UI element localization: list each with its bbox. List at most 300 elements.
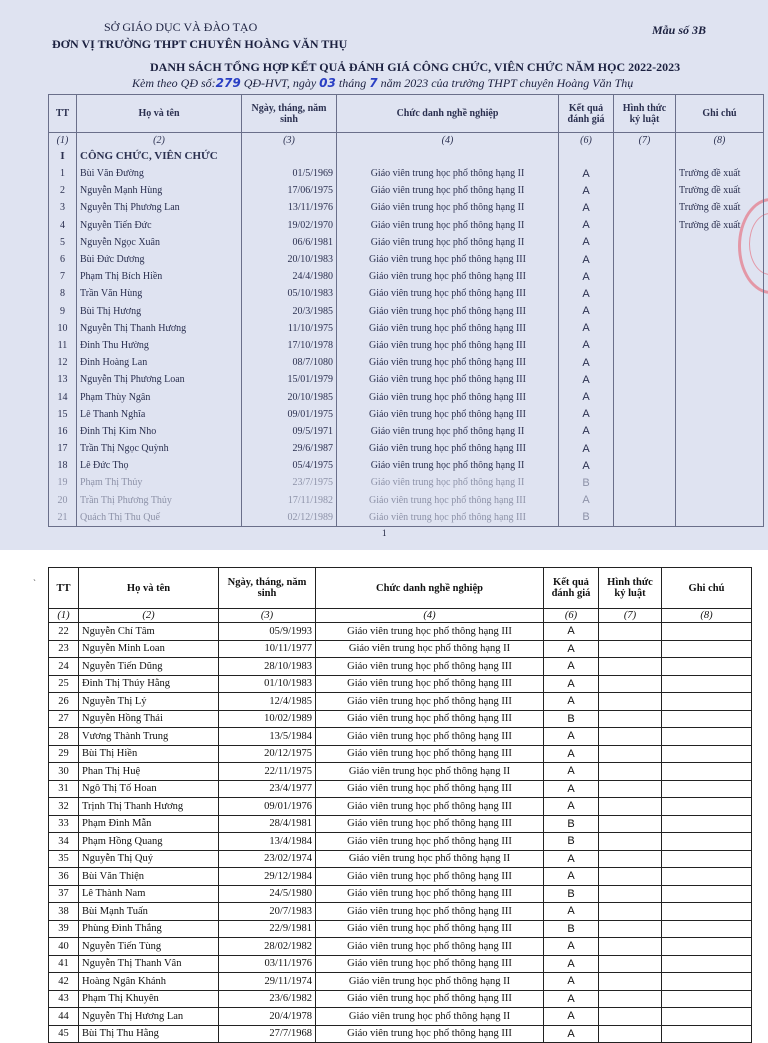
date-of-birth: 01/10/1983 [219,675,316,693]
evaluation-result: A [559,457,614,474]
column-header-tt: TT [49,568,79,609]
evaluation-result: A [559,492,614,509]
evaluation-result: A [559,251,614,268]
table-row [49,474,764,491]
row-number: 3 [49,199,77,216]
subtitle-prefix: Kèm theo QĐ số: [132,76,216,90]
note [662,815,752,833]
note [662,640,752,658]
date-of-birth: 23/4/1977 [219,780,316,798]
table-row [49,423,764,440]
discipline [614,285,676,302]
school-name: ĐƠN VỊ TRƯỜNG THPT CHUYÊN HOÀNG VĂN THỤ [52,37,348,51]
date-of-birth: 27/7/1968 [219,1025,316,1043]
date-of-birth: 29/6/1987 [242,440,337,457]
job-title: Giáo viên trung học phổ thông hạng III [316,903,544,921]
job-title: Giáo viên trung học phổ thông hạng II [337,182,559,199]
evaluation-result: A [544,780,599,798]
discipline [599,763,662,781]
job-title: Giáo viên trung học phổ thông hạng III [337,509,559,527]
table-row [49,955,752,973]
job-title: Giáo viên trung học phổ thông hạng III [337,303,559,320]
employee-name: Phạm Đình Mẫn [79,815,219,833]
row-number: 19 [49,474,77,491]
job-title: Giáo viên trung học phổ thông hạng III [316,885,544,903]
note [676,320,764,337]
discipline [599,710,662,728]
column-number: (2) [77,133,242,148]
job-title: Giáo viên trung học phổ thông hạng III [316,745,544,763]
evaluation-result: B [544,920,599,938]
table-row [49,268,764,285]
discipline [599,798,662,816]
row-number: 26 [49,693,79,711]
row-number: 29 [49,745,79,763]
employee-name: Trịnh Thị Thanh Hương [79,798,219,816]
column-number: (3) [242,133,337,148]
row-number: 24 [49,658,79,676]
job-title: Giáo viên trung học phổ thông hạng II [337,457,559,474]
discipline [614,268,676,285]
note [676,509,764,527]
job-title: Giáo viên trung học phổ thông hạng III [316,693,544,711]
date-of-birth: 13/4/1984 [219,833,316,851]
note [662,920,752,938]
job-title: Giáo viên trung học phổ thông hạng III [337,251,559,268]
table-row [49,285,764,302]
job-title: Giáo viên trung học phổ thông hạng III [316,955,544,973]
job-title: Giáo viên trung học phổ thông hạng II [337,199,559,216]
date-of-birth: 29/11/1974 [219,973,316,991]
date-of-birth: 23/7/1975 [242,474,337,491]
table-row [49,798,752,816]
note [662,1025,752,1043]
row-number: 22 [49,623,79,641]
employee-name: Nguyễn Minh Loan [79,640,219,658]
date-of-birth: 12/4/1985 [219,693,316,711]
column-header-note: Ghi chú [662,568,752,609]
date-of-birth: 15/01/1979 [242,371,337,388]
job-title: Giáo viên trung học phổ thông hạng III [316,1025,544,1043]
date-of-birth: 28/02/1982 [219,938,316,956]
row-number: 44 [49,1008,79,1026]
table-row [49,903,752,921]
note [662,798,752,816]
evaluation-result: A [544,990,599,1008]
employee-name: Nguyễn Mạnh Hùng [77,182,242,199]
employee-name: Nguyễn Thị Quý [79,850,219,868]
employee-name: Ngô Thị Tố Hoan [79,780,219,798]
column-header-title: Chức danh nghề nghiệp [316,568,544,609]
evaluation-result: A [559,182,614,199]
employee-name: Bùi Đức Dương [77,251,242,268]
column-header-title: Chức danh nghề nghiệp [337,95,559,133]
evaluation-result: A [559,165,614,182]
row-number: 36 [49,868,79,886]
job-title: Giáo viên trung học phổ thông hạng III [316,780,544,798]
job-title: Giáo viên trung học phổ thông hạng III [316,833,544,851]
date-of-birth: 02/12/1989 [242,509,337,527]
note [676,337,764,354]
note [662,1008,752,1026]
note [662,833,752,851]
evaluation-result: A [559,371,614,388]
job-title: Giáo viên trung học phổ thông hạng III [337,388,559,405]
discipline [614,457,676,474]
employee-name: Bùi Văn Thiện [79,868,219,886]
evaluation-result: A [544,728,599,746]
date-of-birth: 05/9/1993 [219,623,316,641]
note [662,658,752,676]
job-title: Giáo viên trung học phổ thông hạng III [316,675,544,693]
table-row [49,234,764,251]
table-row [49,693,752,711]
note [662,728,752,746]
job-title: Giáo viên trung học phổ thông hạng II [316,973,544,991]
evaluation-result: A [559,354,614,371]
employee-name: Bùi Mạnh Tuấn [79,903,219,921]
evaluation-result: A [544,745,599,763]
row-number: 28 [49,728,79,746]
employee-name: Nguyễn Tiến Dũng [79,658,219,676]
discipline [614,371,676,388]
employee-name: Bùi Thị Hiền [79,745,219,763]
row-number: 42 [49,973,79,991]
evaluation-result: A [544,938,599,956]
date-of-birth: 05/4/1975 [242,457,337,474]
table-row [49,763,752,781]
discipline [599,675,662,693]
date-of-birth: 03/11/1976 [219,955,316,973]
evaluation-result: A [544,763,599,781]
note: Trường đề xuất [676,199,764,216]
evaluation-result: A [544,903,599,921]
discipline [614,320,676,337]
employee-name: Trần Văn Hùng [77,285,242,302]
table-row [49,406,764,423]
row-number: 32 [49,798,79,816]
note [676,251,764,268]
employee-name: Lê Thành Nam [79,885,219,903]
discipline [614,182,676,199]
discipline [599,903,662,921]
date-of-birth: 22/11/1975 [219,763,316,781]
evaluation-result: B [544,815,599,833]
date-of-birth: 01/5/1969 [242,165,337,182]
row-number: 18 [49,457,77,474]
column-header-dob: Ngày, tháng, năm sinh [242,95,337,133]
discipline [599,623,662,641]
date-of-birth: 09/01/1975 [242,406,337,423]
decision-month: 7 [369,76,378,90]
discipline [614,440,676,457]
employee-name: Phạm Thị Bích Hiền [77,268,242,285]
note [676,406,764,423]
subtitle-mid2: tháng [335,76,370,90]
date-of-birth: 20/12/1975 [219,745,316,763]
row-number: 1 [49,165,77,182]
table-row [49,675,752,693]
table-row [49,1025,752,1043]
job-title: Giáo viên trung học phổ thông hạng II [337,165,559,182]
table-row [49,320,764,337]
discipline [599,640,662,658]
column-number: (4) [337,133,559,148]
date-of-birth: 20/4/1978 [219,1008,316,1026]
evaluation-result: A [559,217,614,234]
note [662,780,752,798]
note [662,990,752,1008]
column-number: (7) [614,133,676,148]
row-number: 4 [49,217,77,234]
job-title: Giáo viên trung học phổ thông hạng III [337,354,559,371]
job-title: Giáo viên trung học phổ thông hạng III [316,623,544,641]
employee-name: Trần Thị Ngọc Quỳnh [77,440,242,457]
row-number: 8 [49,285,77,302]
subtitle-suffix: năm 2023 của trường THPT chuyên Hoàng Văn Thụ [377,76,634,90]
employee-name: Đinh Thu Hường [77,337,242,354]
discipline [599,1025,662,1043]
table-row [49,509,764,527]
evaluation-result: A [544,623,599,641]
column-header-result: Kết quả đánh giá [559,95,614,133]
job-title: Giáo viên trung học phổ thông hạng III [316,990,544,1008]
table-row [49,388,764,405]
row-number: 30 [49,763,79,781]
job-title: Giáo viên trung học phổ thông hạng III [337,440,559,457]
evaluation-result: A [544,1008,599,1026]
table-row [49,728,752,746]
employee-name: Phạm Thị Khuyên [79,990,219,1008]
row-number: 17 [49,440,77,457]
discipline [614,354,676,371]
discipline [614,474,676,491]
table-row [49,780,752,798]
discipline [599,833,662,851]
discipline [599,658,662,676]
job-title: Giáo viên trung học phổ thông hạng II [316,850,544,868]
row-number: 14 [49,388,77,405]
job-title: Giáo viên trung học phổ thông hạng II [337,423,559,440]
evaluation-result: A [559,337,614,354]
employee-name: Bùi Thị Thu Hằng [79,1025,219,1043]
discipline [599,938,662,956]
decision-number: 279 [215,76,241,90]
table-row [49,815,752,833]
evaluation-result: B [544,710,599,728]
section-row [49,147,764,165]
column-header-note: Ghi chú [676,95,764,133]
job-title: Giáo viên trung học phổ thông hạng III [316,798,544,816]
date-of-birth: 20/10/1983 [242,251,337,268]
evaluation-result: A [544,1025,599,1043]
job-title: Giáo viên trung học phổ thông hạng II [337,234,559,251]
job-title: Giáo viên trung học phổ thông hạng II [337,474,559,491]
row-number: 40 [49,938,79,956]
employee-name: Hoàng Ngân Khánh [79,973,219,991]
row-number: 21 [49,509,77,527]
job-title: Giáo viên trung học phổ thông hạng III [316,728,544,746]
table-row [49,623,752,641]
job-title: Giáo viên trung học phổ thông hạng III [316,710,544,728]
row-number: 20 [49,492,77,509]
row-number: 5 [49,234,77,251]
note [676,388,764,405]
column-header-dob: Ngày, tháng, năm sinh [219,568,316,609]
note [676,474,764,491]
row-number: 6 [49,251,77,268]
discipline [599,885,662,903]
evaluation-result: A [544,850,599,868]
table-row [49,371,764,388]
note [662,710,752,728]
discipline [599,745,662,763]
document-subtitle [132,76,633,91]
date-of-birth: 10/11/1977 [219,640,316,658]
note [662,745,752,763]
evaluation-result: B [544,885,599,903]
row-number: 27 [49,710,79,728]
date-of-birth: 08/7/1080 [242,354,337,371]
discipline [599,920,662,938]
evaluation-result: A [559,406,614,423]
date-of-birth: 10/02/1989 [219,710,316,728]
evaluation-result: A [559,234,614,251]
employee-name: Đinh Hoàng Lan [77,354,242,371]
evaluation-result: A [559,303,614,320]
employee-name: Phạm Thị Thủy [77,474,242,491]
employee-name: Đinh Thị Thúy Hằng [79,675,219,693]
table-row [49,658,752,676]
column-number: (1) [49,133,77,148]
table-row [49,920,752,938]
date-of-birth: 29/12/1984 [219,868,316,886]
discipline [614,492,676,509]
row-number: 13 [49,371,77,388]
note: Trường đề xuất [676,182,764,199]
employee-name: Nguyễn Chí Tâm [79,623,219,641]
column-number: (1) [49,609,79,623]
note [662,903,752,921]
row-number: 34 [49,833,79,851]
row-number: 10 [49,320,77,337]
discipline [614,251,676,268]
employee-name: Nguyễn Ngọc Xuân [77,234,242,251]
date-of-birth: 17/10/1978 [242,337,337,354]
employee-name: Bùi Văn Đường [77,165,242,182]
note [676,440,764,457]
row-number: 9 [49,303,77,320]
note [676,354,764,371]
row-number: 25 [49,675,79,693]
discipline [599,780,662,798]
section-number: I [49,147,77,165]
table-row [49,492,764,509]
column-number: (7) [599,609,662,623]
row-number: 35 [49,850,79,868]
employee-name: Nguyễn Thị Phương Loan [77,371,242,388]
note [676,457,764,474]
table-row [49,337,764,354]
job-title: Giáo viên trung học phổ thông hạng II [316,1008,544,1026]
job-title: Giáo viên trung học phổ thông hạng III [337,406,559,423]
date-of-birth: 20/7/1983 [219,903,316,921]
column-header-name: Họ và tên [77,95,242,133]
table-header-row [49,95,764,133]
job-title: Giáo viên trung học phổ thông hạng III [316,658,544,676]
date-of-birth: 13/11/1976 [242,199,337,216]
discipline [599,1008,662,1026]
evaluation-result: A [544,798,599,816]
note: Trường đề xuất [676,165,764,182]
evaluation-result: B [559,474,614,491]
date-of-birth: 09/01/1976 [219,798,316,816]
job-title: Giáo viên trung học phổ thông hạng II [316,640,544,658]
table-row [49,457,764,474]
column-number: (8) [662,609,752,623]
date-of-birth: 23/02/1974 [219,850,316,868]
row-number: 2 [49,182,77,199]
employee-name: Nguyễn Thị Hương Lan [79,1008,219,1026]
date-of-birth: 24/5/1980 [219,885,316,903]
note [662,885,752,903]
discipline [614,337,676,354]
column-header-name: Họ và tên [79,568,219,609]
row-number: 11 [49,337,77,354]
column-number: (2) [79,609,219,623]
row-number: 43 [49,990,79,1008]
note [676,371,764,388]
date-of-birth: 22/9/1981 [219,920,316,938]
employee-name: Nguyễn Tiến Đức [77,217,242,234]
employee-name: Lê Đức Thọ [77,457,242,474]
discipline [614,199,676,216]
form-code: Mẫu số 3B [652,23,707,37]
job-title: Giáo viên trung học phổ thông hạng III [337,268,559,285]
evaluation-result: A [544,693,599,711]
table-row [49,217,764,234]
table-row [49,165,764,182]
note [676,234,764,251]
table-row [49,885,752,903]
evaluation-table-page-1 [48,94,764,527]
note [662,868,752,886]
discipline [599,868,662,886]
date-of-birth: 11/10/1975 [242,320,337,337]
page-number: 1 [382,528,387,538]
employee-name: Vương Thành Trung [79,728,219,746]
row-number: 41 [49,955,79,973]
table-row [49,182,764,199]
evaluation-result: A [559,268,614,285]
discipline [599,693,662,711]
evaluation-result: A [544,955,599,973]
table-row [49,833,752,851]
table-row [49,251,764,268]
date-of-birth: 19/02/1970 [242,217,337,234]
discipline [614,509,676,527]
section-label: CÔNG CHỨC, VIÊN CHỨC [77,147,242,165]
table-row [49,440,764,457]
job-title: Giáo viên trung học phổ thông hạng II [316,763,544,781]
evaluation-result: A [544,675,599,693]
note [676,492,764,509]
note [662,623,752,641]
note [676,285,764,302]
column-header-discipline: Hình thức kỷ luật [599,568,662,609]
job-title: Giáo viên trung học phổ thông hạng III [316,815,544,833]
evaluation-result: A [544,658,599,676]
